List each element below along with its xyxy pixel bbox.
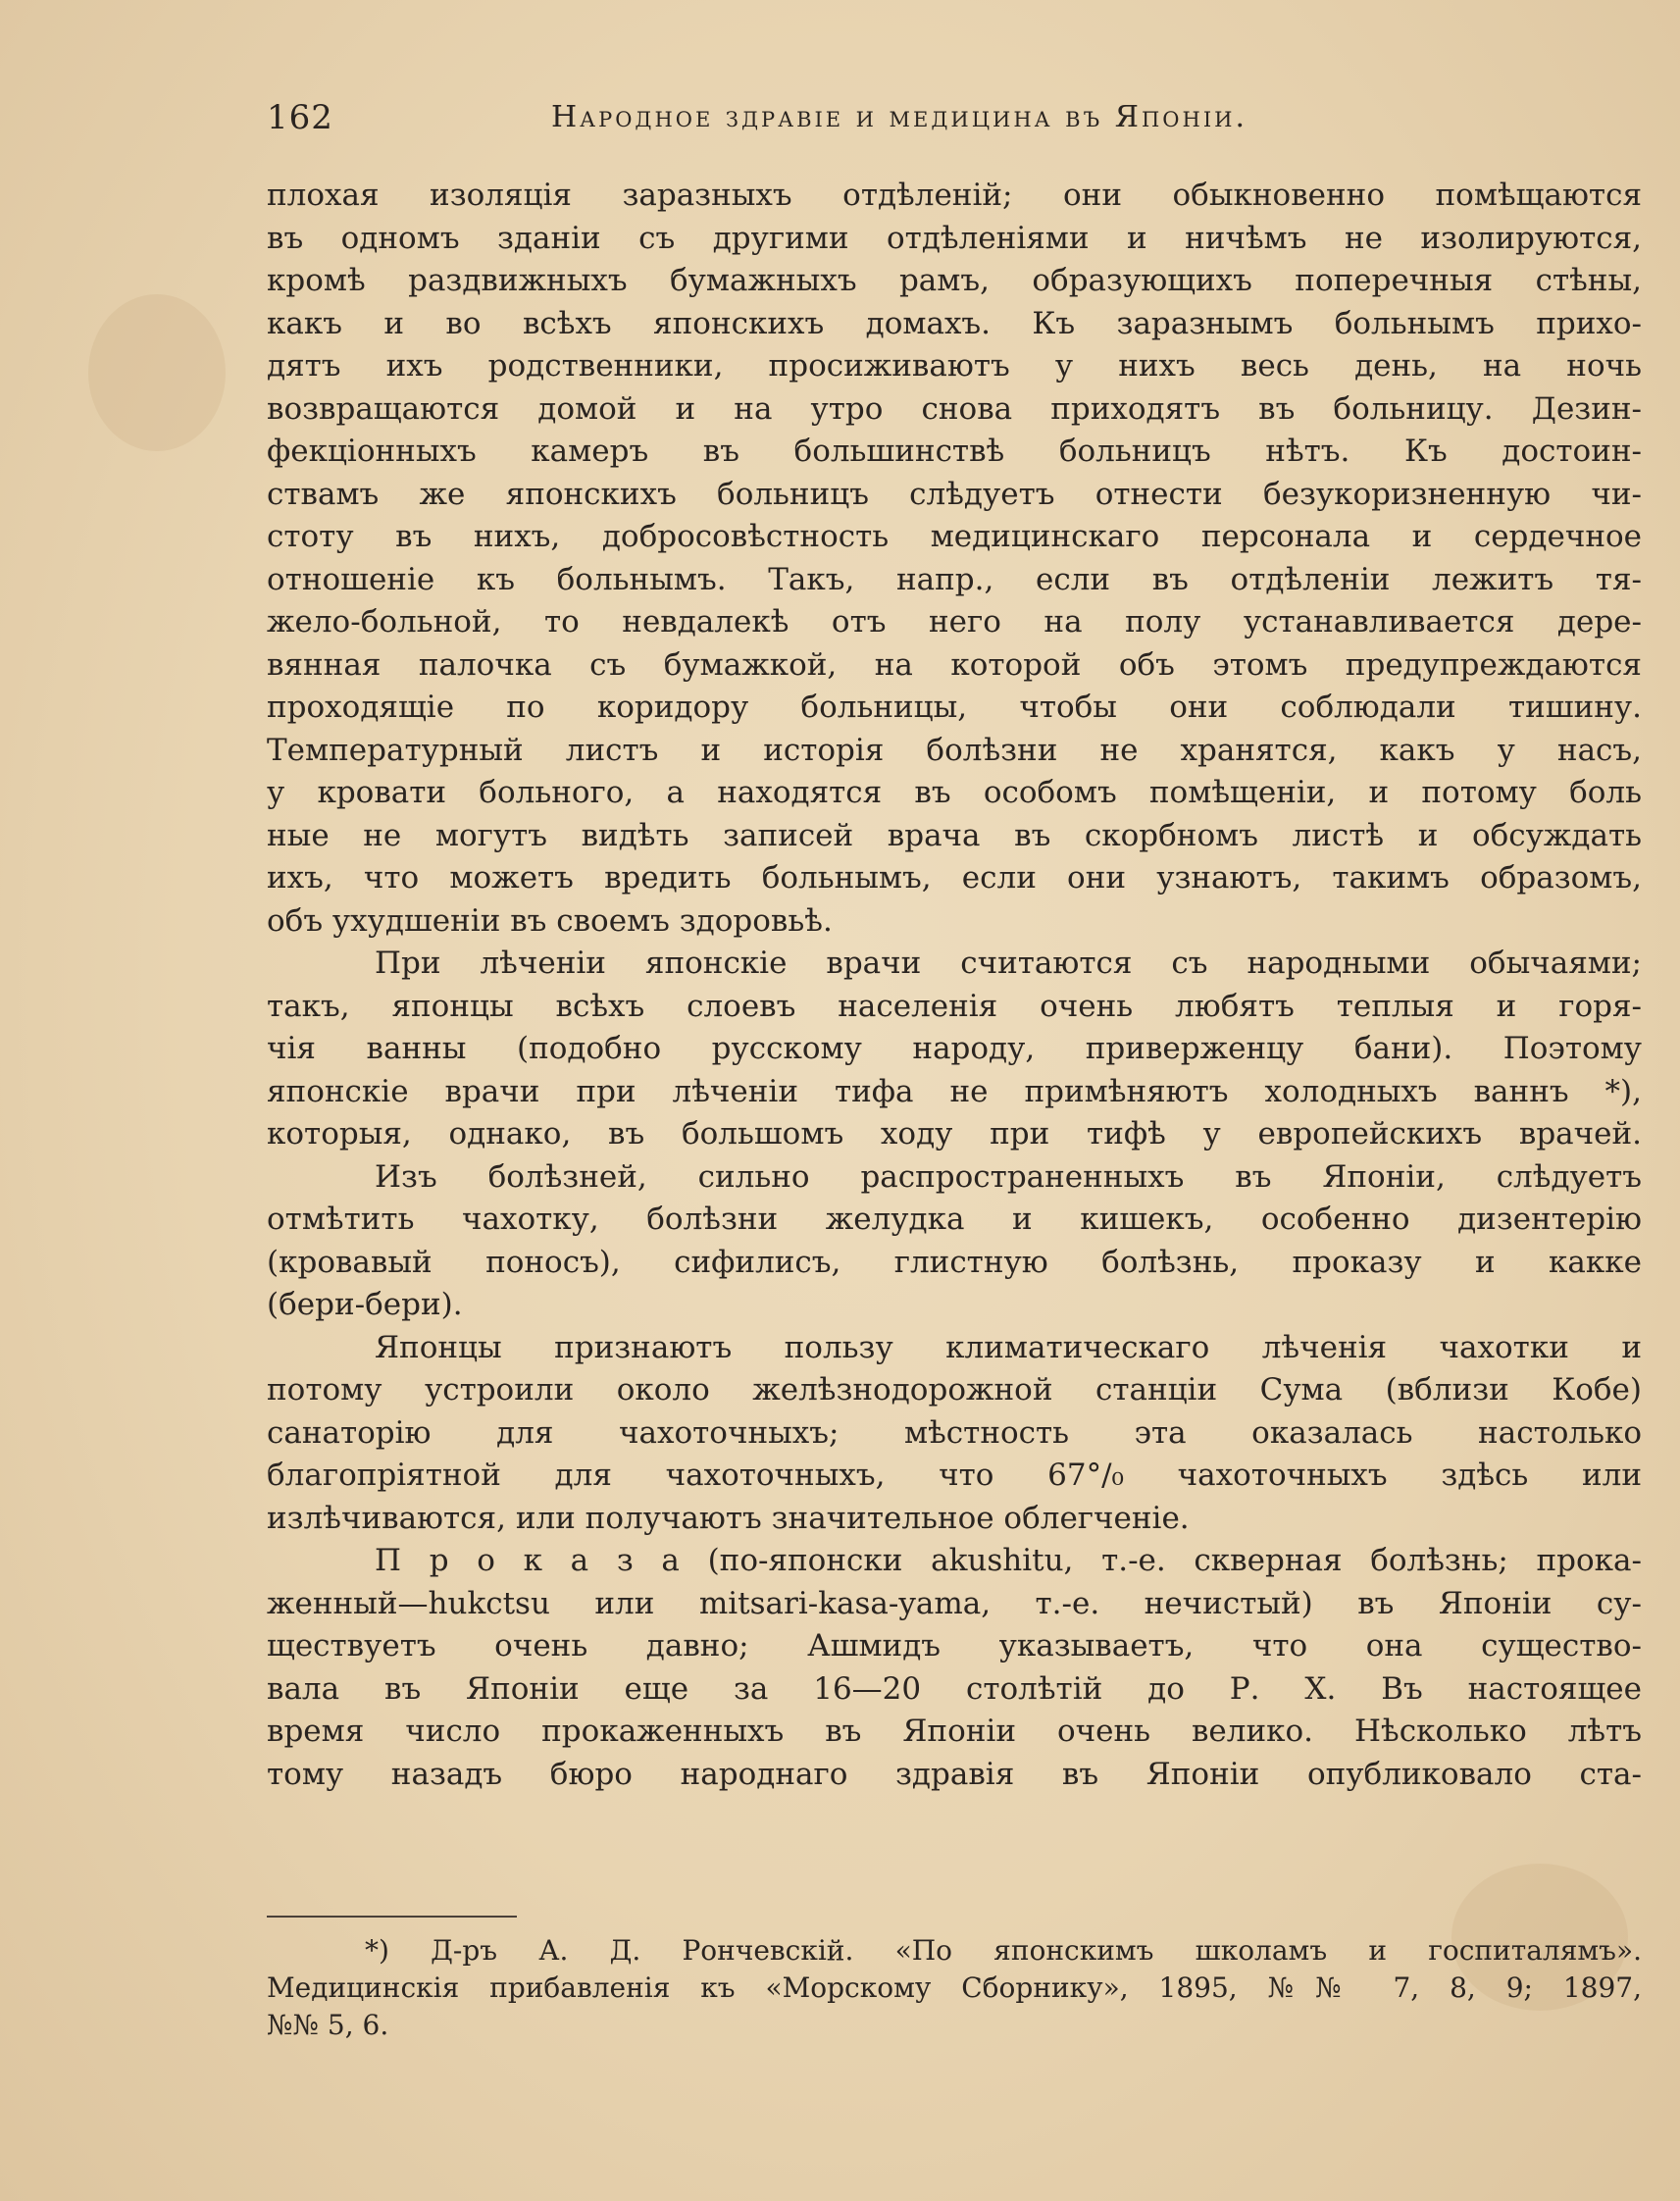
text-line: отношеніе къ больнымъ. Такъ, напр., если въ отдѣленіи лежитъ тя- [267,561,1642,597]
footnote-divider [267,1916,517,1918]
text-line: ствамъ же японскихъ больницъ слѣдуетъ отнести безукоризненную чи- [267,476,1642,512]
text-line: санаторію для чахоточныхъ; мѣстность эта оказалась настолько [267,1414,1642,1451]
text-line: проходящіе по коридору больницы, чтобы они соблюдали тишину. [267,690,1642,725]
text-line: П р о к а з а (по-японски akushitu, т.-е. скверная болѣзнь; прока- [375,1543,1642,1578]
text-line: у кровати больного, а находятся въ особомъ помѣщеніи, и потому боль [267,775,1642,810]
body-text [267,175,1642,1796]
footnote [267,1932,1642,2044]
text-line: вала въ Японіи еще за 16—20 столѣтій до Р. Х. Въ настоящее [267,1670,1642,1707]
text-line: объ ухудшеніи въ своемъ здоровьѣ. [267,902,833,939]
paper-stain [88,294,226,451]
text-line: вянная палочка съ бумажкой, на которой объ этомъ предупреждаются [267,646,1642,683]
text-line: стоту въ нихъ, добросовѣстность медицинскаго персонала и сердечное [267,519,1642,554]
text-line: тому назадъ бюро народнаго здравія въ Японіи опубликовало ста- [267,1756,1642,1792]
text-line: японскіе врачи при лѣченіи тифа не примѣняютъ холодныхъ ваннъ *), [267,1073,1642,1109]
text-line: (бери-бери). [267,1287,463,1322]
text-line: Температурный листъ и исторія болѣзни не хранятся, какъ у насъ, [267,732,1642,768]
text-line: ные не могутъ видѣть записей врача въ скорбномъ листѣ и обсуждать [267,817,1642,853]
text-line: кромѣ раздвижныхъ бумажныхъ рамъ, образующихъ поперечныя стѣны, [267,263,1642,298]
text-line: излѣчиваются, или получаютъ значительное облегченіе. [267,1500,1190,1536]
text-line: Изъ болѣзней, сильно распространенныхъ въ Японіи, слѣдуетъ [375,1158,1642,1195]
text-line: благопріятной для чахоточныхъ, что 67°/₀ чахоточныхъ здѣсь или [267,1458,1642,1493]
text-line: дятъ ихъ родственники, просиживаютъ у нихъ весь день, на ночь [267,348,1642,384]
text-line: такъ, японцы всѣхъ слоевъ населенія очень любятъ теплыя и горя- [267,988,1642,1024]
text-line: возвращаются домой и на утро снова приходятъ въ больницу. Дезин- [267,390,1642,427]
text-line: какъ и во всѣхъ японскихъ домахъ. Къ заразнымъ больнымъ прихо- [267,305,1642,341]
page-number: 162 [267,98,333,137]
text-line: время число прокаженныхъ въ Японіи очень велико. Нѣсколько лѣтъ [267,1714,1642,1749]
running-title: Народное здравіе и медицина въ Японіи. [551,100,1247,134]
text-line: При лѣченіи японскіе врачи считаются съ народными обычаями; [375,946,1642,981]
text-line: потому устроили около желѣзнодорожной станціи Сума (вблизи Кобе) [267,1372,1642,1408]
text-line: Японцы признаютъ пользу климатическаго лѣченія чахотки и [375,1329,1642,1365]
text-line: которыя, однако, въ большомъ ходу при тифѣ у европейскихъ врачей. [267,1116,1642,1152]
text-line: (кровавый поносъ), сифилисъ, глистную болѣзнь, проказу и какке [267,1244,1642,1280]
text-line: ихъ, что можетъ вредить больнымъ, если они узнаютъ, такимъ образомъ, [267,860,1642,896]
text-line: плохая изоляція заразныхъ отдѣленій; они обыкновенно помѣщаются [267,178,1642,213]
text-line: отмѣтить чахотку, болѣзни желудка и кишекъ, особенно дизентерію [267,1202,1642,1237]
footnote-line: *) Д-ръ А. Д. Рончевскій. «По японскимъ школамъ и госпиталямъ». [365,1934,1642,1967]
text-line: чія ванны (подобно русскому народу, приверженцу бани). Поэтому [267,1031,1642,1066]
footnote-line: №№ 5, 6. [267,2009,389,2041]
text-line: фекціонныхъ камеръ въ большинствѣ больницъ нѣтъ. Къ достоин- [267,434,1642,469]
page-header [267,98,1640,147]
text-line: въ одномъ зданіи съ другими отдѣленіями и ничѣмъ не изолируются, [267,220,1642,256]
footnote-line: Медицинскія прибавленія къ «Морскому Сборнику», 1895, №№ 7, 8, 9; 1897, [267,1971,1642,2004]
text-line: ществуетъ очень давно; Ашмидъ указываетъ, что она существо- [267,1628,1642,1664]
text-line: жело-больной, то невдалекѣ отъ него на полу устанавливается дере- [267,604,1642,640]
text-line: женный—hukctsu или mitsari-kasa-yama, т.-е. нечистый) въ Японіи су- [267,1585,1642,1621]
